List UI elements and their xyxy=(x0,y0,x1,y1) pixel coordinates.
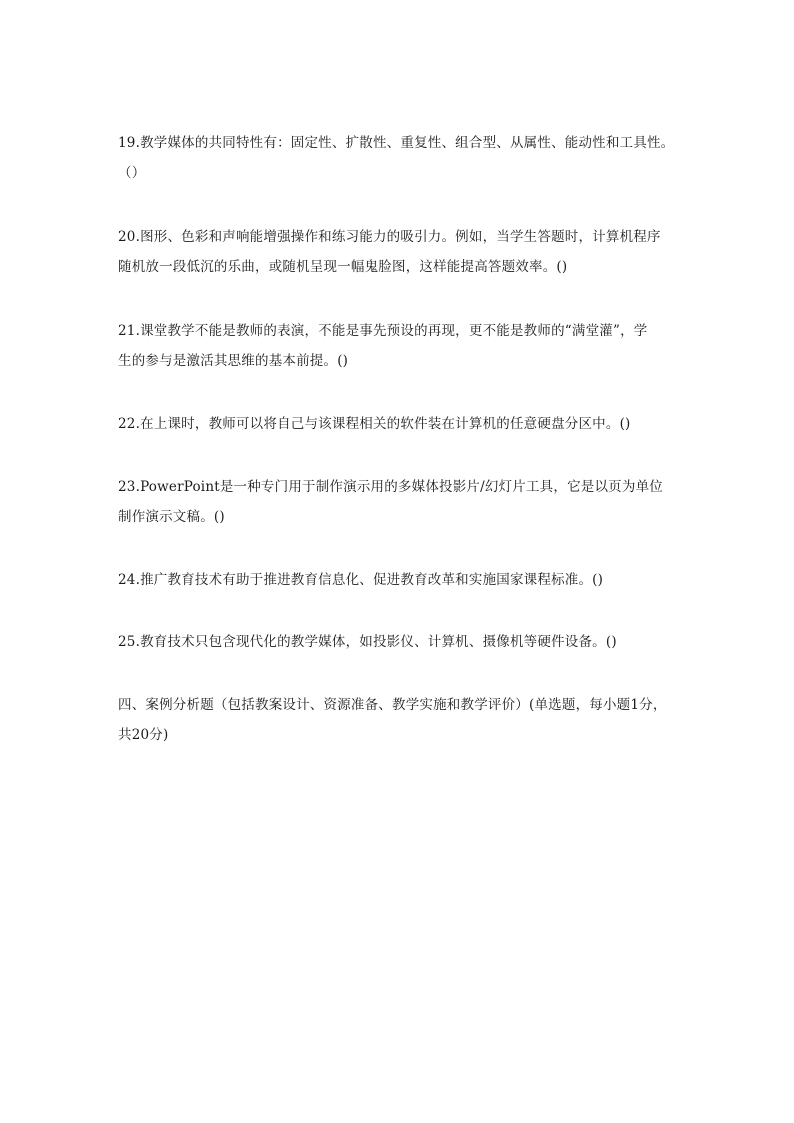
question-23 xyxy=(118,472,688,532)
question-23-line-1: 23.PowerPoint是一种专门用于制作演示用的多媒体投影片/幻灯片工具，它是以页为单位 xyxy=(118,479,663,495)
question-21-line-1: 21.课堂教学不能是教师的表演，不能是事先预设的再现，更不能是教师的“满堂灌”，学 xyxy=(118,323,648,339)
question-20 xyxy=(118,222,688,282)
question-24 xyxy=(118,565,688,595)
question-25-line-1: 25.教育技术只包含现代化的教学媒体，如投影仪、计算机、摄像机等硬件设备。() xyxy=(118,634,617,650)
question-23-line-2: 制作演示文稿。() xyxy=(118,509,225,525)
question-22-line-1: 22.在上课时，教师可以将自己与该课程相关的软件装在计算机的任意硬盘分区中。() xyxy=(118,416,631,432)
question-21-line-2: 生的参与是激活其思维的基本前提。() xyxy=(118,353,349,369)
question-21 xyxy=(118,316,688,376)
question-24-line-1: 24.推广教育技术有助于推进教育信息化、促进教育改革和实施国家课程标准。() xyxy=(118,572,604,588)
question-19 xyxy=(118,128,688,188)
question-19-line-1: 19.教学媒体的共同特性有：固定性、扩散性、重复性、组合型、从属性、能动性和工具性。 xyxy=(118,135,675,151)
section-4-line-1: 四、案例分析题（包括教案设计、资源准备、教学实施和教学评价）(单选题，每小题1分， xyxy=(118,697,667,713)
question-20-line-2: 随机放一段低沉的乐曲，或随机呈现一幅鬼脸图，这样能提高答题效率。() xyxy=(118,259,568,275)
question-22 xyxy=(118,409,688,439)
section-4-line-2: 共20分) xyxy=(118,727,169,743)
question-25 xyxy=(118,627,688,657)
question-19-line-2: （） xyxy=(118,165,146,181)
question-20-line-1: 20.图形、色彩和声响能增强操作和练习能力的吸引力。例如，当学生答题时，计算机程序 xyxy=(118,229,661,245)
section-4-heading xyxy=(118,690,688,750)
